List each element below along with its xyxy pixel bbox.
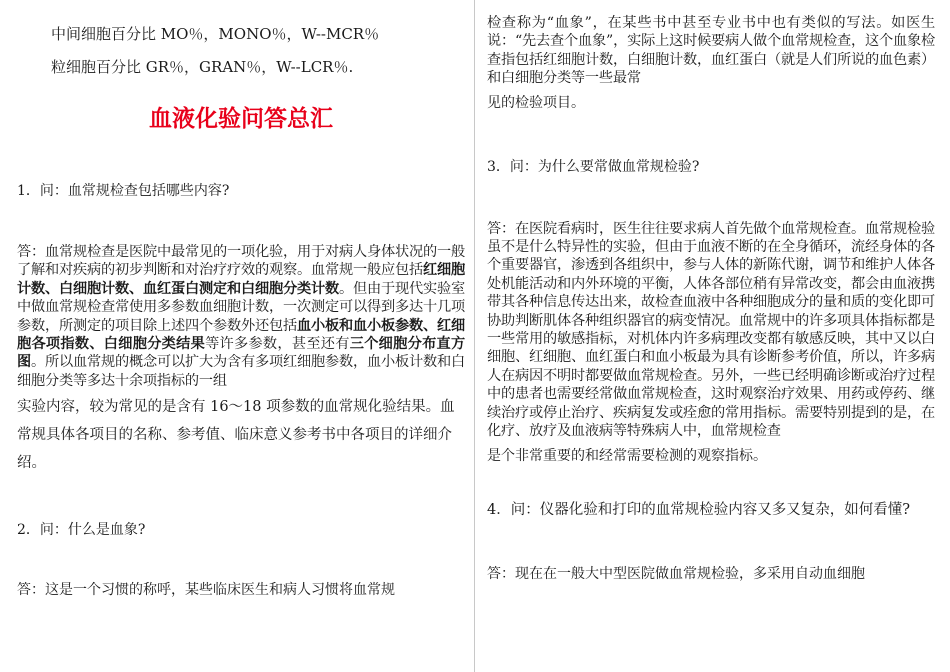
- answer-1-text-c: 等许多参数，甚至还有: [205, 336, 350, 353]
- column-divider: [474, 0, 475, 672]
- document-title: 血液化验问答总汇: [149, 106, 333, 132]
- answer-2-continued: 检查称为“血象”，在某些书中甚至专业书中也有类似的写法。如医生说：“先去查个血象”，实际上这时候要病人做个血常规检查，这个血象检查指包括红细胞计数，白细胞计数，血红蛋白（就是人们所说的血色素）和白细胞分类等一些最常: [487, 15, 935, 87]
- left-column: [17, 0, 465, 672]
- abbreviation-line-granulocyte: 粒细胞百分比 GR％，GRAN％，W--LCR％.: [51, 58, 354, 76]
- question-2: 2．问：什么是血象?: [17, 522, 146, 539]
- answer-2-start: 答：这是一个习惯的称呼，某些临床医生和病人习惯将血常规: [17, 582, 395, 599]
- question-3: 3．问：为什么要常做血常规检验?: [487, 158, 700, 175]
- answer-1-text-b: 。但由于现代实验室中做血常规检查常使用多参数血细胞计数，一次测定可以得到多达十几项参数，所测定的项目除上述四个参数外还包括: [17, 280, 465, 334]
- question-4: 4．问：仪器化验和打印的血常规检验内容又多又复杂，如何看懂?: [487, 501, 910, 518]
- answer-1-continued: 实验内容，较为常见的是含有 16～18 项参数的血常规化验结果。血常规具体各项目的名称、参考值、临床意义参考书中各项目的详细介绍。: [17, 399, 455, 472]
- answer-3-end: 是个非常重要的和经常需要检测的观察指标。: [487, 447, 767, 464]
- answer-2-end: 见的检验项目。: [487, 94, 585, 111]
- answer-1-bold-parameters: 血小板和血小板参数、红细胞各项指数、白细胞分类结果: [17, 317, 465, 353]
- answer-1-text-d: 。所以血常规的概念可以扩大为含有多项红细胞参数，血小板计数和白细胞分类等多达十余项指标的一组: [17, 354, 465, 389]
- answer-4-start: 答：现在在一般大中型医院做血常规检验，多采用自动血细胞: [487, 565, 865, 582]
- right-column: [487, 0, 935, 672]
- answer-1: [17, 243, 465, 390]
- answer-1-bold-basic-items: 红细胞计数、白细胞计数、血红蛋白测定和白细胞分类计数: [17, 262, 465, 297]
- answer-1-bold-histograms: 三个细胞分布直方图: [17, 336, 465, 371]
- answer-1-text-a: 答：血常规检查是医院中最常见的一项化验，用于对病人身体状况的一般了解和对疾病的初步判断和对治疗疗效的观察。血常规一般应包括: [17, 244, 465, 279]
- answer-3: 答：在医院看病时，医生往往要求病人首先做个血常规检查。血常规检验虽不是什么特异性的实验，但由于血液不断的在全身循环，流经身体的各个重要器官，渗透到各组织中，参与人体的新陈代谢，调节和维护人体各处机能活动和内外环境的平衡，人体各部位稍有异常改变，都会由血液携带其各种信息传达出来，故检查血液中各种细胞成分的量和质的变化即可协助判断肌体各种组织器官的病变情况。血常规中的许多项具体指标都是一些常用的敏感指标，对机体内许多病理改变都有敏感反映，其中又以白细胞、红细胞、血红蛋白和血小板最为具有诊断参考价值，所以，许多病人在病因不明时都要做血常规检查。另外，一些已经明确诊断或治疗过程中的患者也需要经常做血常规检查，这时观察治疗效果、用药或停药、继续治疗或停止治疗、疾病复发或痊愈的常用指标。需要特别提到的是，在化疗、放疗及血液病等特殊病人中，血常规检查: [487, 220, 935, 440]
- abbreviation-line-monocyte: 中间细胞百分比 MO％，MONO％，W--MCR％: [51, 25, 380, 43]
- question-1: 1．问：血常规检查包括哪些内容?: [17, 183, 230, 199]
